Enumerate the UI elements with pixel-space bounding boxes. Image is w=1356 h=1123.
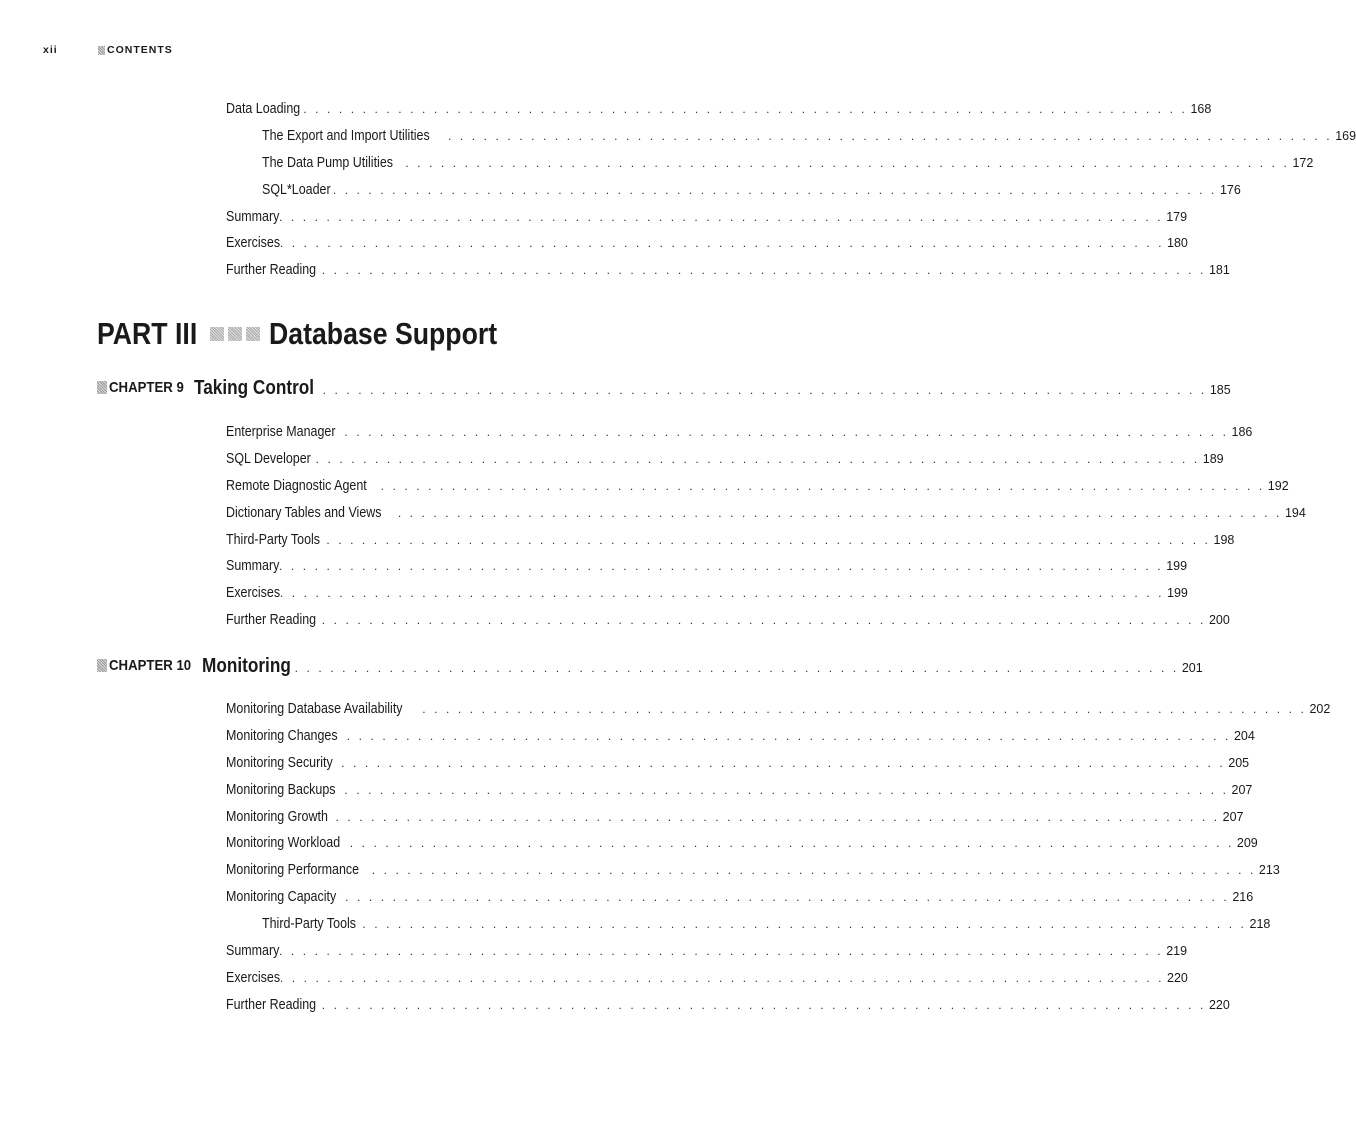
toc-chapter-9-list <box>226 419 1306 634</box>
dot-leader <box>326 527 1210 554</box>
dot-leader <box>372 857 1256 884</box>
toc-continued-list <box>226 96 1356 284</box>
dot-leader <box>405 150 1289 177</box>
toc-entry[interactable] <box>226 992 1230 1019</box>
toc-entry-page-number: 199 <box>1166 559 1188 574</box>
toc-entry-label: Further Reading <box>226 612 317 629</box>
toc-entry[interactable] <box>226 473 1289 500</box>
chapter-title: Monitoring <box>202 655 292 677</box>
toc-entry[interactable] <box>226 830 1258 857</box>
chapter-label: CHAPTER 10 <box>109 657 192 674</box>
dot-leader <box>280 230 1164 257</box>
toc-entry[interactable] <box>226 500 1306 527</box>
toc-entry-label: Monitoring Backups <box>226 781 336 798</box>
dot-leader <box>335 804 1219 831</box>
page-folio: xii <box>43 44 58 56</box>
toc-entry-label: Monitoring Changes <box>226 727 338 744</box>
dot-leader <box>303 96 1187 123</box>
dot-leader <box>347 723 1231 750</box>
toc-entry-label: Monitoring Workload <box>226 835 341 852</box>
toc-entry-page-number: 207 <box>1231 782 1253 797</box>
toc-entry[interactable] <box>226 911 1271 938</box>
dot-leader <box>398 500 1282 527</box>
toc-entry[interactable] <box>226 884 1254 911</box>
toc-entry-page-number: 180 <box>1167 236 1188 251</box>
toc-entry-label: Exercises <box>226 969 281 986</box>
dot-leader <box>280 965 1164 992</box>
toc-entry[interactable] <box>226 446 1224 473</box>
dot-leader <box>341 750 1225 777</box>
dot-leader <box>295 661 1179 675</box>
toc-entry[interactable] <box>226 230 1188 257</box>
toc-entry-page-number: 200 <box>1208 613 1230 628</box>
toc-entry-label: Summary <box>226 558 280 575</box>
toc-entry-label: Monitoring Capacity <box>226 889 337 906</box>
toc-entry-page-number: 192 <box>1267 478 1289 493</box>
toc-entry-page-number: 219 <box>1166 944 1188 959</box>
chapter-label-wrap <box>97 657 202 674</box>
dot-leader <box>279 938 1163 965</box>
dot-leader <box>422 696 1306 723</box>
part-title: Database Support <box>268 316 497 351</box>
toc-entry-label: The Export and Import Utilities <box>262 127 430 144</box>
toc-entry-page-number: 204 <box>1233 728 1255 743</box>
toc-entry-label: The Data Pump Utilities <box>262 154 393 171</box>
toc-entry[interactable] <box>226 150 1314 177</box>
toc-entry-page-number: 168 <box>1190 102 1212 116</box>
toc-entry-label: SQL*Loader <box>262 181 331 198</box>
toc-entry-page-number: 181 <box>1208 263 1230 278</box>
dot-leader <box>344 419 1228 446</box>
toc-entry[interactable] <box>226 607 1230 634</box>
toc-entry-page-number: 179 <box>1166 209 1188 224</box>
toc-entry-page-number: 220 <box>1208 997 1230 1012</box>
toc-entry-label: Monitoring Growth <box>226 808 328 825</box>
toc-entry-page-number: 207 <box>1222 809 1244 824</box>
chapter-label-wrap <box>97 379 194 396</box>
toc-entry-page-number: 199 <box>1167 586 1188 601</box>
dot-leader <box>448 123 1332 150</box>
toc-entry-label: Monitoring Security <box>226 754 333 771</box>
toc-entry[interactable] <box>226 527 1235 554</box>
chapter-heading[interactable] <box>97 377 1231 400</box>
toc-entry[interactable] <box>226 580 1188 607</box>
dot-leader <box>322 607 1206 634</box>
dot-leader <box>362 911 1246 938</box>
dot-leader <box>344 777 1228 804</box>
toc-entry-page-number: 213 <box>1258 863 1280 878</box>
toc-entry[interactable] <box>226 965 1188 992</box>
running-head <box>43 44 173 56</box>
running-head-title: CONTENTS <box>107 44 173 56</box>
toc-entry-label: Monitoring Database Availability <box>226 701 403 717</box>
part-label: PART III <box>97 316 198 351</box>
toc-entry-page-number: 169 <box>1335 128 1356 143</box>
toc-entry-page-number: 189 <box>1202 451 1224 466</box>
toc-entry[interactable] <box>226 96 1212 123</box>
square-bullet-icon <box>97 381 107 394</box>
part-divider-boxes <box>210 327 260 341</box>
toc-entry-label: Summary <box>226 943 280 960</box>
toc-entry-page-number: 216 <box>1232 890 1254 905</box>
toc-entry[interactable] <box>226 804 1244 831</box>
chapter-page-number: 201 <box>1181 661 1203 675</box>
toc-entry-label: Remote Diagnostic Agent <box>226 477 367 494</box>
toc-entry-label: Enterprise Manager <box>226 424 336 440</box>
toc-entry[interactable] <box>226 257 1230 284</box>
toc-entry-label: Third-Party Tools <box>226 531 321 548</box>
toc-entry-page-number: 202 <box>1309 702 1331 716</box>
toc-entry-label: Summary <box>226 208 280 225</box>
toc-entry-page-number: 209 <box>1236 836 1258 851</box>
toc-entry[interactable] <box>226 723 1255 750</box>
chapter-title-wrap <box>194 377 1231 400</box>
toc-entry-label: Further Reading <box>226 262 317 279</box>
chapter-label: CHAPTER 9 <box>109 379 184 396</box>
toc-entry-label: Dictionary Tables and Views <box>226 504 382 521</box>
dot-leader <box>279 553 1163 580</box>
toc-entry-label: SQL Developer <box>226 450 311 467</box>
toc-entry-page-number: 176 <box>1219 182 1241 197</box>
toc-entry-page-number: 198 <box>1213 532 1235 547</box>
toc-entry-page-number: 194 <box>1284 505 1306 520</box>
chapter-page-number: 185 <box>1209 383 1231 397</box>
dot-leader <box>345 884 1229 911</box>
square-bullet-icon <box>98 46 105 55</box>
toc-entry[interactable] <box>226 553 1188 580</box>
toc-entry-label: Monitoring Performance <box>226 862 360 879</box>
toc-entry[interactable] <box>226 123 1356 150</box>
toc-entry[interactable] <box>226 177 1241 204</box>
chapter-title-wrap <box>202 655 1202 678</box>
toc-entry[interactable] <box>226 204 1188 231</box>
toc-entry[interactable] <box>226 857 1280 884</box>
toc-entry-label: Exercises <box>226 585 281 602</box>
toc-entry[interactable] <box>226 750 1250 777</box>
toc-entry-page-number: 220 <box>1167 970 1188 985</box>
toc-entry[interactable] <box>226 938 1188 965</box>
toc-entry-label: Third-Party Tools <box>262 916 357 933</box>
chapter-heading[interactable] <box>97 655 1203 678</box>
dot-leader <box>279 204 1163 231</box>
toc-entry-label: Data Loading <box>226 101 301 117</box>
dot-leader <box>350 830 1234 857</box>
dot-leader <box>322 992 1206 1019</box>
part-heading <box>97 316 534 352</box>
square-bullet-icon <box>97 659 107 672</box>
toc-entry[interactable] <box>226 419 1253 446</box>
dot-leader <box>333 177 1217 204</box>
dot-leader <box>316 446 1200 473</box>
toc-chapter-10-list <box>226 696 1331 1019</box>
toc-entry-page-number: 172 <box>1292 155 1314 170</box>
toc-entry[interactable] <box>226 696 1331 723</box>
dot-leader <box>323 383 1207 397</box>
toc-entry[interactable] <box>226 777 1253 804</box>
toc-entry-label: Exercises <box>226 235 281 252</box>
toc-entry-page-number: 186 <box>1231 425 1253 439</box>
toc-entry-page-number: 218 <box>1249 917 1271 932</box>
chapter-title: Taking Control <box>194 377 315 399</box>
toc-entry-label: Further Reading <box>226 996 317 1013</box>
dot-leader <box>280 580 1164 607</box>
dot-leader <box>381 473 1265 500</box>
dot-leader <box>322 257 1206 284</box>
toc-entry-page-number: 205 <box>1228 755 1250 770</box>
